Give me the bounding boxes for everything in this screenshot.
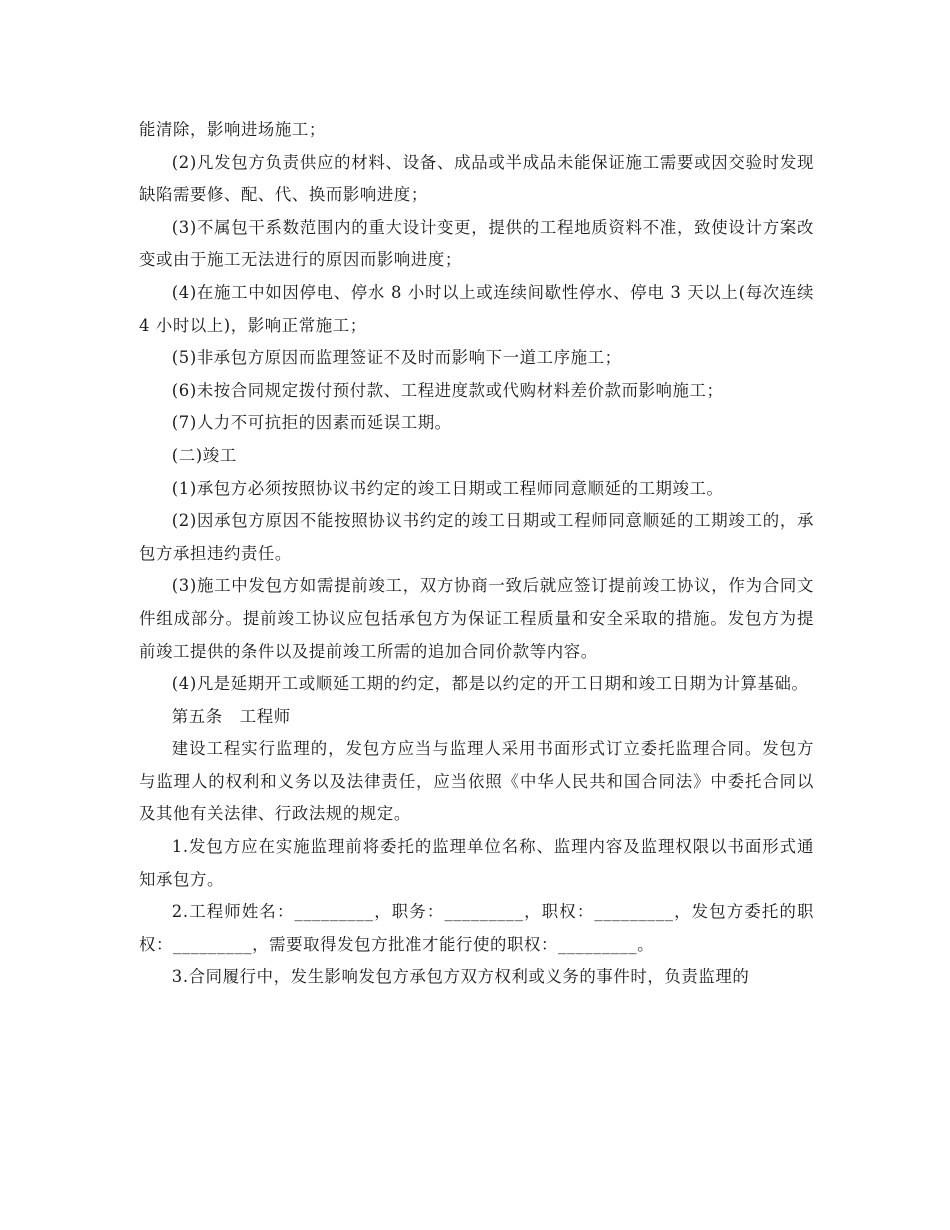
paragraph-completion-2: (2)因承包方原因不能按照协议书约定的竣工日期或工程师同意顺延的工期竣工的，承包方承担违约责任。 bbox=[139, 511, 814, 563]
paragraph-item-7: (7)人力不可抗拒的因素而延误工期。 bbox=[171, 413, 452, 433]
paragraph-item-5: (5)非承包方原因而监理签证不及时而影响下一道工序施工； bbox=[171, 348, 622, 368]
paragraph-completion-3: (3)施工中发包方如需提前竣工，双方协商一致后就应签订提前竣工协议，作为合同文件组成部分。提前竣工协议应包括承包方为保证工程质量和安全采取的措施。发包方为提前竣工提供的条件以及提前竣工所需的追加合同价款等内容。 bbox=[139, 576, 814, 661]
paragraph-engineer-1: 1.发包方应在实施监理前将委托的监理单位名称、监理内容及监理权限以书面形式通知承包方。 bbox=[139, 837, 814, 889]
paragraph-item-3: (3)不属包干系数范围内的重大设计变更，提供的工程地质资料不准，致使设计方案改变或由于施工无法进行的原因而影响进度； bbox=[139, 217, 814, 270]
paragraph-completion-1: (1)承包方必须按照协议书约定的竣工日期或工程师同意顺延的工期竣工。 bbox=[171, 478, 724, 498]
document-page bbox=[139, 114, 814, 994]
paragraph-item-6: (6)未按合同规定拨付预付款、工程进度款或代购材料差价款而影响施工； bbox=[171, 380, 724, 400]
paragraph-item-2: (2)凡发包方负责供应的材料、设备、成品或半成品未能保证施工需要或因交验时发现缺陷需要修、配、代、换而影响进度； bbox=[139, 152, 814, 205]
section-heading-completion: (二)竣工 bbox=[171, 445, 237, 465]
paragraph-engineer-3: 3.合同履行中，发生影响发包方承包方双方权利或义务的事件时，负责监理的 bbox=[171, 967, 750, 987]
paragraph-engineer-2: 2.工程师姓名：_________，职务：_________，职权：_________，发包方委托的职权：_________，需要取得发包方批准才能行使的职权：_________。 bbox=[139, 902, 814, 954]
paragraph-continuation: 能清除，影响进场施工； bbox=[139, 120, 326, 139]
article-heading-engineer: 第五条 工程师 bbox=[171, 706, 291, 726]
paragraph-completion-4: (4)凡是延期开工或顺延工期的约定，都是以约定的开工日期和竣工日期为计算基础。 bbox=[171, 674, 809, 694]
paragraph-supervision-intro: 建设工程实行监理的，发包方应当与监理人采用书面形式订立委托监理合同。发包方与监理人的权利和义务以及法律责任，应当依照《中华人民共和国合同法》中委托合同以及其他有关法律、行政法规的规定。 bbox=[139, 739, 814, 824]
paragraph-item-4: (4)在施工中如因停电、停水 8 小时以上或连续间歇性停水、停电 3 天以上(每次连续 4 小时以上)，影响正常施工； bbox=[139, 282, 814, 335]
